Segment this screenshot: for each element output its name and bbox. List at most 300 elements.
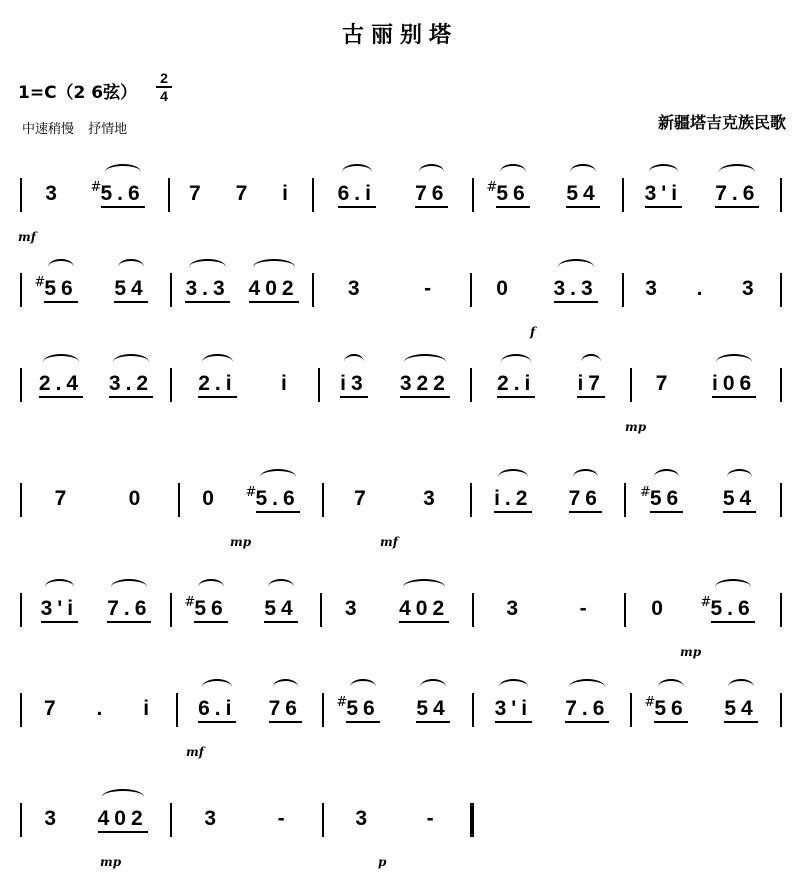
note-text: 56 bbox=[496, 182, 530, 205]
barline bbox=[472, 693, 474, 727]
dynamic-marking: mp bbox=[680, 645, 702, 659]
note-group bbox=[644, 665, 688, 721]
note-group bbox=[44, 665, 61, 721]
barline bbox=[624, 593, 626, 627]
dynamic-marking: p bbox=[378, 855, 387, 869]
barline bbox=[20, 368, 22, 402]
beam-line bbox=[399, 621, 449, 623]
note-group bbox=[427, 775, 439, 831]
measure bbox=[26, 455, 174, 565]
note-group bbox=[109, 340, 153, 396]
measure bbox=[26, 150, 164, 260]
score-row bbox=[0, 455, 800, 565]
barline bbox=[170, 273, 172, 307]
slur-mark bbox=[420, 679, 445, 695]
beam-line bbox=[400, 396, 450, 398]
barline bbox=[170, 593, 172, 627]
note-text: 3 bbox=[742, 277, 759, 300]
beam-line bbox=[496, 206, 529, 208]
slur-mark bbox=[350, 679, 375, 695]
slur-mark bbox=[198, 579, 223, 595]
beam-line bbox=[198, 721, 236, 723]
barline bbox=[630, 693, 632, 727]
note-group bbox=[90, 150, 145, 206]
dynamic-marking: mf bbox=[186, 745, 204, 759]
beam-line bbox=[44, 301, 77, 303]
measure bbox=[176, 775, 318, 881]
barline bbox=[470, 368, 472, 402]
note-text: 6.i bbox=[198, 697, 237, 720]
dynamic-marking: mp bbox=[100, 855, 122, 869]
note-text: 0 bbox=[128, 487, 146, 510]
note-group bbox=[496, 245, 513, 301]
note-group bbox=[639, 455, 684, 511]
note-text: 402 bbox=[399, 597, 450, 620]
beam-line bbox=[415, 206, 448, 208]
note-text: 7.6 bbox=[715, 182, 760, 205]
beam-line bbox=[256, 511, 300, 513]
beam-line bbox=[715, 206, 759, 208]
beam-line bbox=[554, 301, 598, 303]
note-group bbox=[742, 245, 759, 301]
score-row bbox=[0, 245, 800, 355]
beam-line bbox=[654, 721, 687, 723]
beam-line bbox=[41, 621, 79, 623]
note-text: - bbox=[579, 597, 592, 620]
slur-mark bbox=[501, 354, 531, 370]
slur-mark bbox=[113, 354, 149, 370]
note-group bbox=[281, 340, 292, 396]
note-text: i3 bbox=[340, 372, 368, 395]
barline bbox=[20, 273, 22, 307]
note-group bbox=[282, 150, 293, 206]
slur-mark bbox=[727, 469, 752, 485]
sharp-sign: # bbox=[700, 595, 712, 610]
note-group bbox=[129, 455, 146, 511]
score-row bbox=[0, 340, 800, 450]
note-group bbox=[236, 150, 253, 206]
note-text: 5.6 bbox=[710, 597, 755, 620]
note-group bbox=[554, 245, 598, 301]
slur-mark bbox=[202, 679, 232, 695]
measure bbox=[176, 340, 314, 450]
note-text: 0 bbox=[202, 487, 219, 510]
slur-mark bbox=[45, 579, 75, 595]
barline bbox=[622, 273, 624, 307]
dynamic-marking: mp bbox=[625, 420, 647, 434]
note-group bbox=[143, 665, 154, 721]
note-text: 2.i bbox=[497, 372, 536, 395]
beam-line bbox=[109, 396, 153, 398]
barline bbox=[20, 803, 22, 837]
slur-mark bbox=[273, 679, 298, 695]
note-group bbox=[189, 150, 206, 206]
beam-line bbox=[39, 396, 83, 398]
note-group bbox=[245, 455, 300, 511]
note-text: - bbox=[424, 277, 437, 300]
note-group bbox=[107, 565, 151, 621]
note-text: 3 bbox=[44, 807, 61, 830]
barline bbox=[20, 483, 22, 517]
note-group bbox=[566, 150, 599, 206]
slur-mark bbox=[498, 469, 528, 485]
note-text: 3 bbox=[423, 487, 440, 510]
note-group bbox=[645, 245, 662, 301]
slur-mark bbox=[118, 259, 143, 275]
measure bbox=[476, 245, 618, 355]
slur-mark bbox=[260, 469, 296, 485]
beam-line bbox=[185, 301, 229, 303]
note-group bbox=[423, 455, 440, 511]
note-text: 3 bbox=[347, 277, 365, 300]
note-group bbox=[656, 340, 673, 396]
sharp-sign: # bbox=[486, 180, 498, 195]
note-text: 3.3 bbox=[553, 277, 598, 300]
note-text: 3 bbox=[204, 807, 222, 830]
slur-mark bbox=[105, 164, 141, 180]
barline bbox=[312, 178, 314, 212]
note-group bbox=[486, 150, 530, 206]
score-row bbox=[0, 775, 800, 881]
beam-line bbox=[264, 621, 297, 623]
barline bbox=[780, 693, 782, 727]
slur-mark bbox=[573, 469, 598, 485]
dynamic-marking: mf bbox=[18, 230, 36, 244]
slur-mark bbox=[658, 679, 683, 695]
beam-line bbox=[101, 206, 145, 208]
slur-mark bbox=[649, 164, 679, 180]
barline bbox=[20, 693, 22, 727]
dynamic-marking: mp bbox=[230, 535, 252, 549]
slur-mark bbox=[716, 354, 752, 370]
beam-line bbox=[565, 721, 609, 723]
score-row bbox=[0, 665, 800, 775]
beam-line bbox=[114, 301, 147, 303]
beam-line bbox=[650, 511, 683, 513]
note-text: 54 bbox=[722, 487, 757, 510]
measure bbox=[630, 455, 776, 565]
note-group bbox=[355, 775, 372, 831]
note-group bbox=[264, 565, 297, 621]
beam-line bbox=[495, 721, 533, 723]
barline bbox=[170, 803, 172, 837]
barline bbox=[780, 483, 782, 517]
note-text: 3 bbox=[45, 182, 62, 205]
sharp-sign: # bbox=[184, 595, 196, 610]
slur-mark bbox=[570, 164, 595, 180]
beam-line bbox=[497, 396, 535, 398]
note-text: 0 bbox=[496, 277, 513, 300]
beam-line bbox=[569, 511, 602, 513]
note-text: 2.i bbox=[198, 372, 237, 395]
note-group bbox=[185, 245, 229, 301]
slur-mark bbox=[404, 354, 446, 370]
measure bbox=[636, 340, 776, 450]
score-row bbox=[0, 150, 800, 260]
note-text: 402 bbox=[248, 277, 299, 300]
beam-line bbox=[194, 621, 227, 623]
note-group bbox=[645, 150, 683, 206]
measure bbox=[628, 150, 776, 260]
note-group bbox=[495, 665, 533, 721]
note-text: . bbox=[96, 697, 108, 720]
measure bbox=[478, 150, 618, 260]
slur-mark bbox=[342, 164, 372, 180]
note-group bbox=[44, 775, 61, 831]
slur-mark bbox=[43, 354, 79, 370]
beam-line bbox=[340, 396, 368, 398]
note-text: 6.i bbox=[337, 182, 376, 205]
note-text: 3.2 bbox=[108, 372, 154, 395]
sharp-sign: # bbox=[336, 695, 348, 710]
measure bbox=[176, 245, 308, 355]
note-group bbox=[114, 245, 147, 301]
slur-mark bbox=[268, 579, 293, 595]
barline bbox=[470, 483, 472, 517]
note-group bbox=[198, 665, 236, 721]
note-group bbox=[55, 455, 72, 511]
note-text: i7 bbox=[577, 372, 605, 395]
slur-mark bbox=[499, 679, 529, 695]
barline bbox=[780, 368, 782, 402]
note-group bbox=[700, 565, 755, 621]
note-text: 3 bbox=[645, 277, 662, 300]
note-text: i.2 bbox=[494, 487, 533, 510]
note-text: 2.4 bbox=[38, 372, 84, 395]
beam-line bbox=[723, 511, 756, 513]
dynamic-marking: f bbox=[530, 325, 536, 339]
note-text: 5.6 bbox=[100, 182, 145, 205]
note-group bbox=[338, 150, 376, 206]
note-text: i bbox=[143, 697, 155, 720]
note-text: 7 bbox=[54, 487, 72, 510]
measure bbox=[26, 340, 166, 450]
beam-line bbox=[338, 206, 376, 208]
beam-line bbox=[577, 396, 605, 398]
measure bbox=[476, 455, 620, 565]
note-group bbox=[202, 455, 219, 511]
note-group bbox=[569, 455, 602, 511]
slur-mark bbox=[500, 164, 525, 180]
key-signature: 1=C（2 6弦） bbox=[18, 83, 138, 103]
slur-mark bbox=[558, 259, 594, 275]
note-text: 3'i bbox=[494, 697, 533, 720]
note-group bbox=[354, 455, 371, 511]
beam-line bbox=[712, 396, 756, 398]
note-text: 54 bbox=[724, 697, 758, 720]
note-text: 3 bbox=[344, 597, 362, 620]
note-text: . bbox=[696, 277, 708, 300]
note-group bbox=[336, 665, 380, 721]
note-text: 7 bbox=[188, 182, 206, 205]
measure bbox=[326, 565, 468, 675]
note-group bbox=[416, 665, 449, 721]
note-group bbox=[724, 665, 757, 721]
barline bbox=[624, 483, 626, 517]
measure bbox=[174, 150, 308, 260]
note-text: 56 bbox=[346, 697, 380, 720]
beam-line bbox=[98, 831, 148, 833]
note-text: 76 bbox=[415, 182, 449, 205]
note-group bbox=[97, 665, 108, 721]
beam-line bbox=[416, 721, 449, 723]
note-group bbox=[415, 150, 448, 206]
note-text: 56 bbox=[44, 277, 78, 300]
measure bbox=[630, 565, 776, 675]
note-group bbox=[34, 245, 78, 301]
note-group bbox=[497, 340, 535, 396]
note-text: 7.6 bbox=[107, 597, 152, 620]
note-text: 56 bbox=[654, 697, 688, 720]
sharp-sign: # bbox=[34, 275, 46, 290]
measure bbox=[318, 245, 466, 355]
note-group bbox=[506, 565, 523, 621]
beam-line bbox=[107, 621, 151, 623]
source-attribution: 新疆塔吉克族民歌 bbox=[657, 113, 786, 132]
sharp-sign: # bbox=[90, 180, 102, 195]
note-group bbox=[651, 565, 668, 621]
beam-line bbox=[645, 206, 683, 208]
barline bbox=[20, 593, 22, 627]
slur-mark bbox=[569, 679, 605, 695]
barline bbox=[780, 593, 782, 627]
barline bbox=[168, 178, 170, 212]
note-group bbox=[399, 565, 449, 621]
beam-line bbox=[494, 511, 532, 513]
barline bbox=[780, 178, 782, 212]
slur-mark bbox=[111, 579, 147, 595]
beam-line bbox=[711, 621, 755, 623]
note-group bbox=[41, 565, 79, 621]
note-group bbox=[345, 565, 362, 621]
slur-mark bbox=[202, 354, 232, 370]
beam-line bbox=[346, 721, 379, 723]
note-text: 5.6 bbox=[255, 487, 300, 510]
note-text: 402 bbox=[97, 807, 148, 830]
note-group bbox=[494, 455, 532, 511]
measure bbox=[324, 340, 466, 450]
slur-mark bbox=[715, 579, 751, 595]
slur-mark bbox=[48, 259, 73, 275]
note-group bbox=[400, 340, 450, 396]
slur-mark bbox=[728, 679, 753, 695]
note-text: 7 bbox=[655, 372, 673, 395]
sharp-sign: # bbox=[644, 695, 656, 710]
note-group bbox=[712, 340, 756, 396]
meter-top: 2 bbox=[160, 70, 168, 86]
barline bbox=[322, 693, 324, 727]
tempo-marking: 中速稍慢 抒情地 bbox=[22, 122, 128, 137]
beam-line bbox=[566, 206, 599, 208]
measure bbox=[176, 565, 316, 675]
barline bbox=[630, 368, 632, 402]
barline bbox=[472, 593, 474, 627]
note-group bbox=[198, 340, 236, 396]
note-text: i06 bbox=[712, 372, 757, 395]
page-title: 古丽别塔 bbox=[341, 23, 458, 48]
beam-line bbox=[724, 721, 757, 723]
measure bbox=[26, 565, 166, 675]
slur-mark bbox=[253, 259, 295, 275]
slur-mark bbox=[719, 164, 755, 180]
barline bbox=[322, 483, 324, 517]
note-text: 54 bbox=[416, 697, 450, 720]
barline bbox=[320, 593, 322, 627]
note-text: 3 bbox=[506, 597, 524, 620]
note-text: 3.3 bbox=[185, 277, 230, 300]
meter-bottom: 4 bbox=[160, 88, 168, 104]
note-group bbox=[45, 150, 62, 206]
note-text: - bbox=[277, 807, 290, 830]
slur-mark bbox=[419, 164, 444, 180]
note-group bbox=[723, 455, 756, 511]
measure bbox=[636, 665, 776, 775]
measure bbox=[328, 775, 466, 881]
measure bbox=[478, 665, 626, 775]
note-group bbox=[278, 775, 290, 831]
note-group bbox=[39, 340, 83, 396]
note-text: 56 bbox=[649, 487, 684, 510]
sharp-sign: # bbox=[245, 485, 257, 500]
measure bbox=[476, 340, 626, 450]
measure bbox=[26, 245, 166, 355]
sharp-sign: # bbox=[639, 485, 651, 500]
measure bbox=[318, 150, 468, 260]
measure bbox=[628, 245, 776, 355]
note-text: 54 bbox=[566, 182, 600, 205]
barline bbox=[312, 273, 314, 307]
barline bbox=[472, 178, 474, 212]
note-text: 7.6 bbox=[565, 697, 610, 720]
note-group bbox=[715, 150, 759, 206]
note-group bbox=[577, 340, 605, 396]
note-text: i bbox=[280, 372, 292, 395]
note-group bbox=[565, 665, 609, 721]
note-group bbox=[348, 245, 365, 301]
beam-line bbox=[269, 721, 302, 723]
barline bbox=[20, 178, 22, 212]
dynamic-marking: mf bbox=[380, 535, 398, 549]
note-group bbox=[269, 665, 302, 721]
note-text: 7 bbox=[43, 697, 61, 720]
note-text: 56 bbox=[194, 597, 228, 620]
measure bbox=[26, 775, 166, 881]
beam-line bbox=[249, 301, 299, 303]
note-group bbox=[98, 775, 148, 831]
slur-mark bbox=[344, 354, 364, 370]
measure bbox=[328, 665, 468, 775]
barline bbox=[622, 178, 624, 212]
note-group bbox=[697, 245, 708, 301]
note-text: 7 bbox=[235, 182, 253, 205]
note-text: 54 bbox=[264, 597, 298, 620]
note-text: 76 bbox=[568, 487, 602, 510]
slur-mark bbox=[189, 259, 225, 275]
note-text: - bbox=[426, 807, 439, 830]
note-text: 0 bbox=[651, 597, 668, 620]
measure bbox=[478, 565, 620, 675]
note-text: 54 bbox=[114, 277, 148, 300]
final-barline bbox=[470, 803, 474, 837]
beam-line bbox=[198, 396, 236, 398]
note-text: 76 bbox=[268, 697, 302, 720]
note-text: 7 bbox=[354, 487, 371, 510]
barline bbox=[470, 273, 472, 307]
score-row bbox=[0, 565, 800, 675]
note-text: 3 bbox=[355, 807, 373, 830]
barline bbox=[170, 368, 172, 402]
barline bbox=[322, 803, 324, 837]
